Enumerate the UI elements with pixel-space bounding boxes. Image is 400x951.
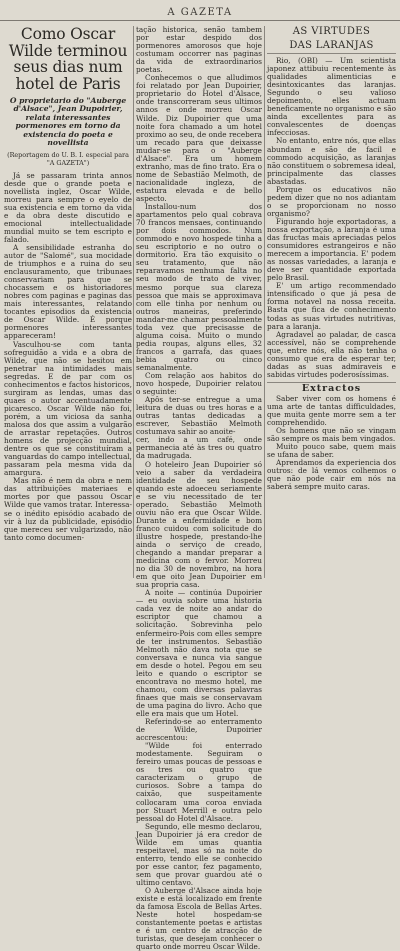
article-paragraph: Apôs ter-se entregue a uma leitura de duas ou tres horas e a outras tantas dedicadas a escrever, Sebastião Melmoth costumava sahir ao anoite- [136, 395, 262, 437]
article-paragraph: cer, indo a um café, onde permanecia até às tres ou quatro da madrugada. [136, 435, 262, 461]
article-paragraph: Conhecemos o que alludimos foi relatado por Jean Dupoirier, proprietario do Hotel d'Alsace, onde transcorreram seus ultimos annos e onde morreu Oscar Wilde. Diz Dupoirier que uma noite fora chamado a um hotel proximo ao seu, de onde recebera um recado para que deixasse mudar-se para o "Auberge d'Alsace". Era um homem extranho, mas de fino trato. Era o nome de Sebastião Melmoth, de nacionalidade ingleza, de estatura elevada e de bello aspecto. [136, 73, 262, 203]
column-1 [4, 26, 132, 578]
section-subtitle: DAS LARANJAS [267, 40, 396, 54]
article-paragraph: Vasculhou-se com tanta sofreguidão a vida e a obra de Wilde, que não se hesitou em penetrar na intimidades mais segredas. E de par com os conhecimentos e factos historicos, surgiram as lendas, umas das quaes o autor accentuadamente picaresco. Oscar Wilde não foi, porém, a um viciosa da sanha malosa dos que assim a vulgarão de arrastar repetações. Outros homens de projecção mundial, dentre os que se constituíram a vanguardas do campo intellectual, passaram pela mesma vida da amargura. [4, 339, 132, 478]
article-paragraph: Já se passaram trinta annos desde que o grande poeta e novellista inglez, Oscar Wilde, morreu para sempre o eyelo de sua existencia e em torno da vida e da obra deste discutido e emocional intellectualidade mundial muito se tem escripto e falado. [4, 170, 132, 244]
article-headline: Como Oscar Wilde terminou seus dias num hotel de Paris [8, 25, 128, 93]
column-divider [264, 26, 265, 578]
article-paragraph: Referindo-se ao enterramento de Wilde, Dupoirier accrescentou: [136, 717, 262, 743]
article-paragraph: Com relação aos habitos do novo hospede, Dupoirier relatou o seguinte: [136, 371, 262, 397]
extractos-title: Extractos [267, 382, 396, 393]
masthead [0, 0, 400, 21]
article-paragraph: "Wilde foi enterrado modestamente. Seguiram o fereiro umas poucas de pessoas e os tres ou quatro que caracterizam o grupo de curiosos. Sobre a tampa do caixão, que suspeitamente collocaram uma coroa enviada por Stuart Merrill e outra pelo pessoal do Hotel d'Alsace. [136, 741, 262, 823]
column-3 [267, 26, 396, 578]
newspaper-title: A GAZETA [167, 7, 233, 18]
article-paragraph: Segundo, elle mesmo declarou, Jean Dupoirier já era credor de Wilde em umas quantia respeitavel, mas só na noite do enterro, tendo elle se conhecido por esse cantor, fez pagamento, sem que provar guardou até o ultimo centavo. [136, 821, 262, 887]
extracto-paragraph: Os homens que não se vingam são sempre os mais bem vingados. [267, 426, 396, 444]
article-byline: (Reportagem do U. B. I. especial para "A GAZETA") [7, 151, 129, 168]
article-paragraph: A sensibilidade estranha do autor de "Salomé", sua mocidade de triumphos e a ruina do seu enclausuramento, que tribunaes conservariam para que se chocassem e os historiadores nobres com paginas e paginas das mais interessantes, relatando tocantes episodios da existencia de Oscar Wilde. É porque pormenores interessantes appareceram! [4, 242, 132, 341]
extracto-paragraph: Saber viver com os homens é uma arte de tantas difficuldades, que muita gente morre sem a ter comprehendido. [267, 393, 396, 428]
section-paragraph: Agradavel ao paladar, de casca accessível, não se comprehende que, entre nós, ella não tenha o consumo que era de esperar ter, dadas as suas admiraveis e sabidas virtudes poderosíssimas. [267, 329, 396, 379]
column-2 [136, 25, 262, 951]
article-paragraph: A noite — continúa Dupoirier — eu ouvia sobre uma historia cada vez de noite ao andar do escriptor que chamou a solicitação. Sobrevinha pelo enfermeiro-Pois com elles sempre de ter instrumentos. Sebastião Melmoth não dava nota que se conversava e nunca via sangue em desde o hotel. Pegou em seu leito e quando o escriptor se encontrava no mesmo hotel, me chamou, com diversas palavras finaes que mais se conservavam de uma pagina do livro. Acho que elle era mais que um Hotel. [136, 588, 262, 718]
article-paragraph: O Auberge d'Alsace ainda hoje existe e está localizado em frente da famosa Escola de Bellas Artes. Neste hotel hospedam-se constantemente poetas e artistas e é um centro de atracção de turistas, que desejam conhecer o quarto onde morreu Oscar Wilde. [136, 886, 262, 951]
section-paragraph: Rio, (OBI) — Um scientista japonez attibuiu recentemente às qualidades alimenticias e desintoxicantes das laranjas. Segundo o seu valioso depoimento, elles actuam beneficamente no organismo e são ainda excellentes para as convalescentes de doenças infecciosas. [267, 56, 396, 138]
article-paragraph: Mas não é nem da obra e nem das attribuições materiaes e mortes por que passou Oscar Wilde que vamos tratar. Interessa-se o inédito episódio acabado de vir à luz da publicidade, episódio que mereceu ser vulgarizado, não tanto como documen- [4, 476, 132, 542]
section-title: AS VIRTUDES [292, 26, 371, 37]
section-paragraph: No entanto, entre nós, que ellas abundam e são de facil e commodo acquisição, as laranjas não constituem o sobremesa ideal, principalmente das classes abastadas. [267, 136, 396, 186]
column-divider [133, 26, 134, 578]
article-subhead: O proprietario do "Auberge d'Alsace", Jean Dupoirier, relata interessantes pormenores em torno da existencia do poeta e novellista [9, 96, 127, 148]
section-paragraph: Figurando hoje exportadoras, a nossa exportação, a laranja é uma das fructas mais apreciadas pelos consumidores estrangeiros e não merecem a importancia. E' podem as nossas variedades, a laranja e deve ser quantidade exportada pelo Brasil. [267, 216, 396, 283]
section-paragraph: E' um artigo recommendado intensificado o que já pesa de forma notavel na nossa receita. Basta que fica de conhecimento todas as suas virtudes nutritivas, para a laranja. [267, 281, 396, 331]
extracto-paragraph: Muito pouco sabe, quem mais se ufana de saber. [267, 442, 396, 460]
section-paragraph: Porque os educativos não pedem dizer que no nos adiantam o se proporcionam no nosso organismo? [267, 184, 396, 218]
article-paragraph: tação historica, senão tambem por estar despido dos pormenores amorosos que hoje costumam occorrer nas paginas da vida de extraordinarios poetas. [136, 25, 262, 75]
extracto-paragraph: Aprendamos da experiencia dos outros: de lá vemos colhemos o que não pode cair em nós na saberá sempre muito caras. [267, 458, 396, 492]
article-paragraph: O hoteleiro Jean Dupoirier só veio a saber da verdadeira identidade de seu hospede quando este adoeceu seriamente e se viu necessitado de ter operado. Sebastião Melmoth ouviu não era que Oscar Wilde. Durante a enfermidade e bom franco cuidou com solicitude do illustre hospede, prestando-lhe ainda o serviço de creado, chegando a mandar preparar a medicina com o fervor. Morreu no dia 30 de novembro, na hora em que oito Jean Dupoirier em sua propria casa. [136, 459, 262, 590]
article-paragraph: Installou-num dos apartamentos pelo qual cobrava 70 francos mensaes, continuando por dois commodos. Num commodo e novo hospede tinha a seu escriptorio e no outro o dormitorio. Era tão exquisito o seu tratamento, que não reparavamos nenhuma falta no seu modo de trato de viver, mesmo porque sua clareza pessoa que mais se approximava com elle tinha por nenhum ou outros maneiras, preferindo mandar-me chamar pessoalmente toda vez que precisasse de alguma coisa. Muito o mundo pedia roupas, alguns elles, 32 francos a garrafa, das quaes bebia quatro ou cinco semanalmente. [136, 202, 262, 372]
